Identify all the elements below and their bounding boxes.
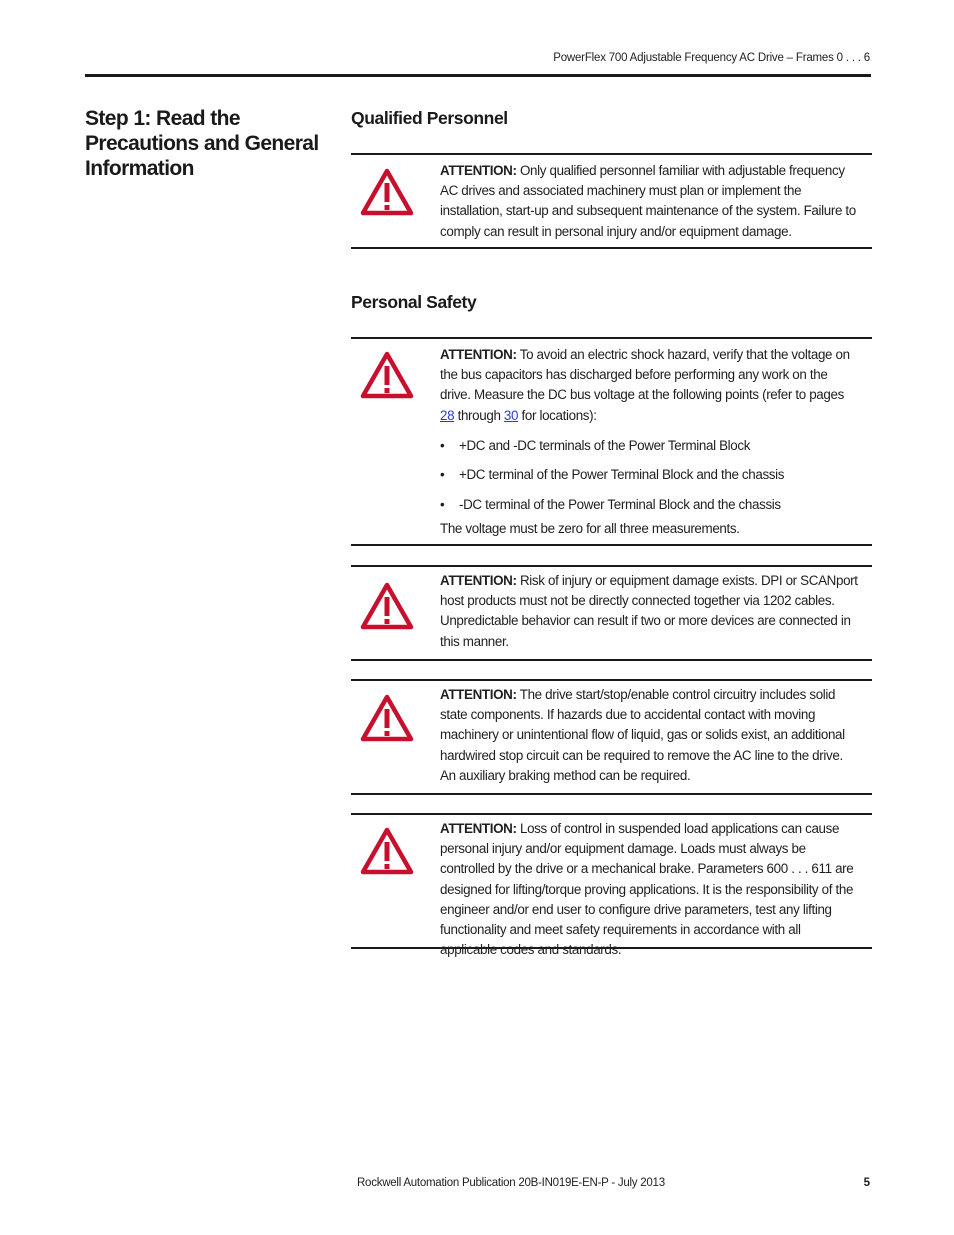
personal-safety-heading: Personal Safety [351, 292, 477, 312]
attention-text [440, 571, 860, 652]
warning-triangle-icon [360, 694, 414, 742]
attention-box-suspended-load [351, 813, 872, 958]
attention-body-between: through [457, 407, 501, 423]
attention-label: ATTENTION: [440, 821, 517, 836]
qualified-personnel-heading: Qualified Personnel [351, 108, 508, 128]
attention-box-qualified [351, 153, 872, 249]
bullet-icon: • [440, 467, 445, 483]
attention-closing: The voltage must be zero for all three measurements. [440, 521, 740, 537]
warning-triangle-icon [360, 582, 414, 630]
warning-triangle-icon [360, 351, 414, 399]
footer-publication: Rockwell Automation Publication 20B-IN019E-EN-P - July 2013 [357, 1177, 665, 1189]
bullet-icon: • [440, 437, 445, 453]
attention-box-dpi-scanport [351, 565, 872, 661]
attention-body: Loss of control in suspended load applications can cause personal injury and/or equipment damage. Loads must always be controlled by the drive or a mechanical brake. Parameters 600 . . . 611 are designed for lifting/torque proving applications. It is the responsibility of the engineer and/or end user to configure drive parameters, test any lifting functionality and meet safety requirements in accordance with all applicable codes and standards. [440, 821, 854, 958]
bullet-icon: • [440, 497, 445, 513]
warning-triangle-icon [360, 827, 414, 875]
list-item: • -DC terminal of the Power Terminal Block and the chassis [440, 495, 860, 515]
footer-page-number: 5 [863, 1177, 870, 1189]
attention-body: Risk of injury or equipment damage exists. DPI or SCANport host products must not be directly connected together via 1202 cables. Unpredictable behavior can result if two or more devices are connected in this manner. [440, 573, 858, 649]
page-link-30[interactable]: 30 [503, 407, 519, 423]
warning-triangle-icon [360, 168, 414, 216]
attention-label: ATTENTION: [440, 687, 517, 702]
attention-box-shock-hazard [351, 337, 872, 546]
attention-text [440, 685, 860, 786]
attention-body-after: for locations): [521, 407, 597, 423]
attention-body: Only qualified personnel familiar with adjustable frequency AC drives and associated machinery must plan or implement the installation, start-up and subsequent maintenance of the system. Failure to comply can result in personal injury and/or equipment damage. [440, 163, 856, 239]
attention-text [440, 819, 860, 960]
attention-text [440, 345, 860, 540]
list-item: • +DC and -DC terminals of the Power Terminal Block [440, 436, 860, 456]
attention-box-control-circuitry [351, 679, 872, 795]
attention-body: To avoid an electric shock hazard, verify that the voltage on the bus capacitors has discharged before performing any work on the drive. Measure the DC bus voltage at the following points (refer to pages [440, 347, 850, 403]
list-item: • +DC terminal of the Power Terminal Block and the chassis [440, 465, 860, 485]
measurement-points-list [440, 436, 860, 516]
attention-text [440, 161, 860, 242]
page-link-28[interactable]: 28 [440, 407, 455, 423]
attention-label: ATTENTION: [440, 573, 517, 588]
header-rule [85, 74, 871, 77]
attention-body: The drive start/stop/enable control circuitry includes solid state components. If hazards due to accidental contact with moving machinery or unintentional flow of liquid, gas or solids exist, an additional hardwired stop circuit can be required to remove the AC line to the drive. An auxiliary braking method can be required. [440, 687, 845, 783]
attention-label: ATTENTION: [440, 347, 517, 362]
running-header: PowerFlex 700 Adjustable Frequency AC Drive – Frames 0 . . . 6 [553, 52, 870, 64]
attention-label: ATTENTION: [440, 163, 517, 178]
step-title: Step 1: Read the Precautions and General Information [85, 107, 319, 180]
